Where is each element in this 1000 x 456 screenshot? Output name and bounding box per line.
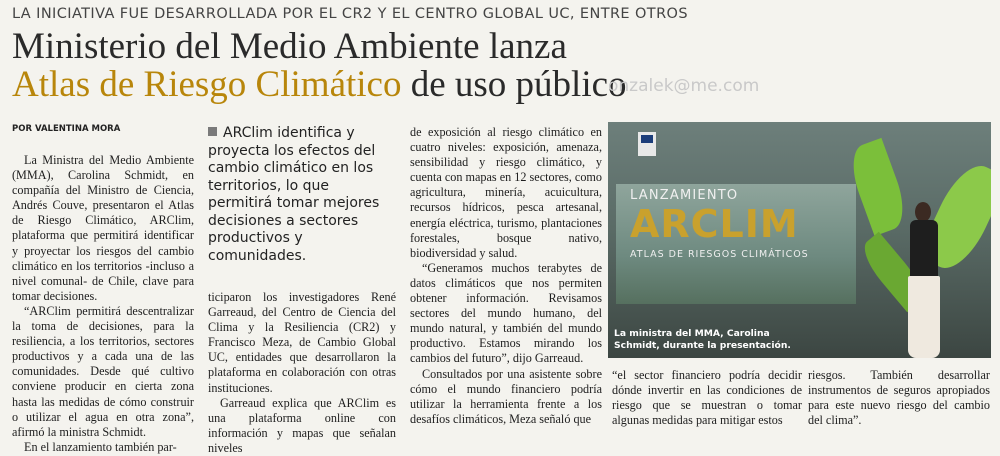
paragraph: “el sector financiero podría decidir dónde invertir en las condiciones de riesgo que se muestran o tomar algunas medidas para mitigar estos: [612, 368, 802, 428]
pull-quote-text: ARClim identifica y proyecta los efectos del cambio climático en los territorios, lo que permitirá tomar mejores decisiones a sectores productivos y comunidades.: [208, 125, 380, 264]
article-column-1: [12, 153, 194, 455]
paragraph: La Ministra del Medio Ambiente (MMA), Carolina Schmidt, en compañía del Ministro de Ciencia, Andrés Couve, presentaron el Atlas de Riesgo Climático, ARClim, plataforma que permitirá identificar y proyectar los riesgos del cambio climático en los territorios -incluso a nivel comunal- de Chile, clave para tomar decisiones.: [12, 153, 194, 303]
paragraph: ticiparon los investigadores René Garreaud, del Centro de Ciencia del Clima y la Resiliencia (CR2) y Francisco Meza, de Cambio Global UC, entidades que desarrollaron la plataforma en colaboración con otras instituciones.: [208, 290, 396, 395]
paragraph: riesgos. También desarrollar instrumentos de seguros apropiados para este nuevo riesgo del cambio del clima”.: [808, 368, 990, 428]
headline-line1: Ministerio del Medio Ambiente lanza: [12, 26, 567, 67]
byline: POR VALENTINA MORA: [12, 124, 121, 134]
photo-caption: La ministra del MMA, Carolina Schmidt, durante la presentación.: [614, 328, 791, 351]
screen-text-atlas: ATLAS DE RIESGOS CLIMÁTICOS: [630, 249, 809, 260]
headline-line2: [12, 66, 627, 104]
headline-rest: de uso público: [401, 64, 627, 105]
screen-text-lanzamiento: LANZAMIENTO: [630, 188, 739, 203]
headline-accent: Atlas de Riesgo Climático: [12, 64, 402, 105]
paragraph: Consultados por una asistente sobre cómo el mundo financiero podría utilizar la herramienta frente a los desafíos climáticos, Meza señaló que: [410, 366, 602, 426]
pull-quote: [208, 125, 396, 265]
speaker-figure: [906, 202, 942, 358]
square-bullet-icon: [208, 127, 217, 136]
article-column-4: [612, 368, 802, 428]
paragraph: de exposición al riesgo climático en cuatro niveles: exposición, amenaza, sensibilidad y riesgo climático, y cuenta con mapas en 12 sectores, como agricultura, minería, acuicultura, recursos hídricos, pesca artesanal, energía eléctrica, turismo, plantaciones forestales, bosque nativo, biodiversidad y salud.: [410, 125, 602, 260]
headline: [12, 28, 627, 104]
article-column-5: [808, 368, 990, 428]
kicker: LA INICIATIVA FUE DESARROLLADA POR EL CR2 Y EL CENTRO GLOBAL UC, ENTRE OTROS: [12, 6, 688, 22]
ministry-logo-icon: [638, 132, 656, 156]
paragraph: Garreaud explica que ARClim es una plataforma online con información y mapas que señalan niveles: [208, 395, 396, 455]
event-photo: [608, 122, 991, 358]
paragraph: “Generamos muchos terabytes de datos climáticos que nos permiten obtener información. Revisamos sectores del mundo humano, del mundo natural, y también del mundo productivo. Estamos mirando los cambios del futuro”, dijo Garreaud.: [410, 260, 602, 366]
article-column-2: [208, 290, 396, 456]
paragraph: En el lanzamiento también par-: [24, 439, 177, 454]
watermark: onzalek@me.com: [608, 76, 760, 96]
screen-text-arclim: ARCLIM: [630, 202, 799, 246]
article-column-3: [410, 125, 602, 427]
paragraph: “ARClim permitirá descentralizar la toma de decisiones, para la resiliencia, a los territorios, sectores productivos y a cada una de las comunidades. Desde qué cultivo conviene producir en cierta zona hasta las medidas de cómo construir o utilizar el agua en otra zona”, afirmó la ministra Schmidt.: [12, 303, 194, 439]
